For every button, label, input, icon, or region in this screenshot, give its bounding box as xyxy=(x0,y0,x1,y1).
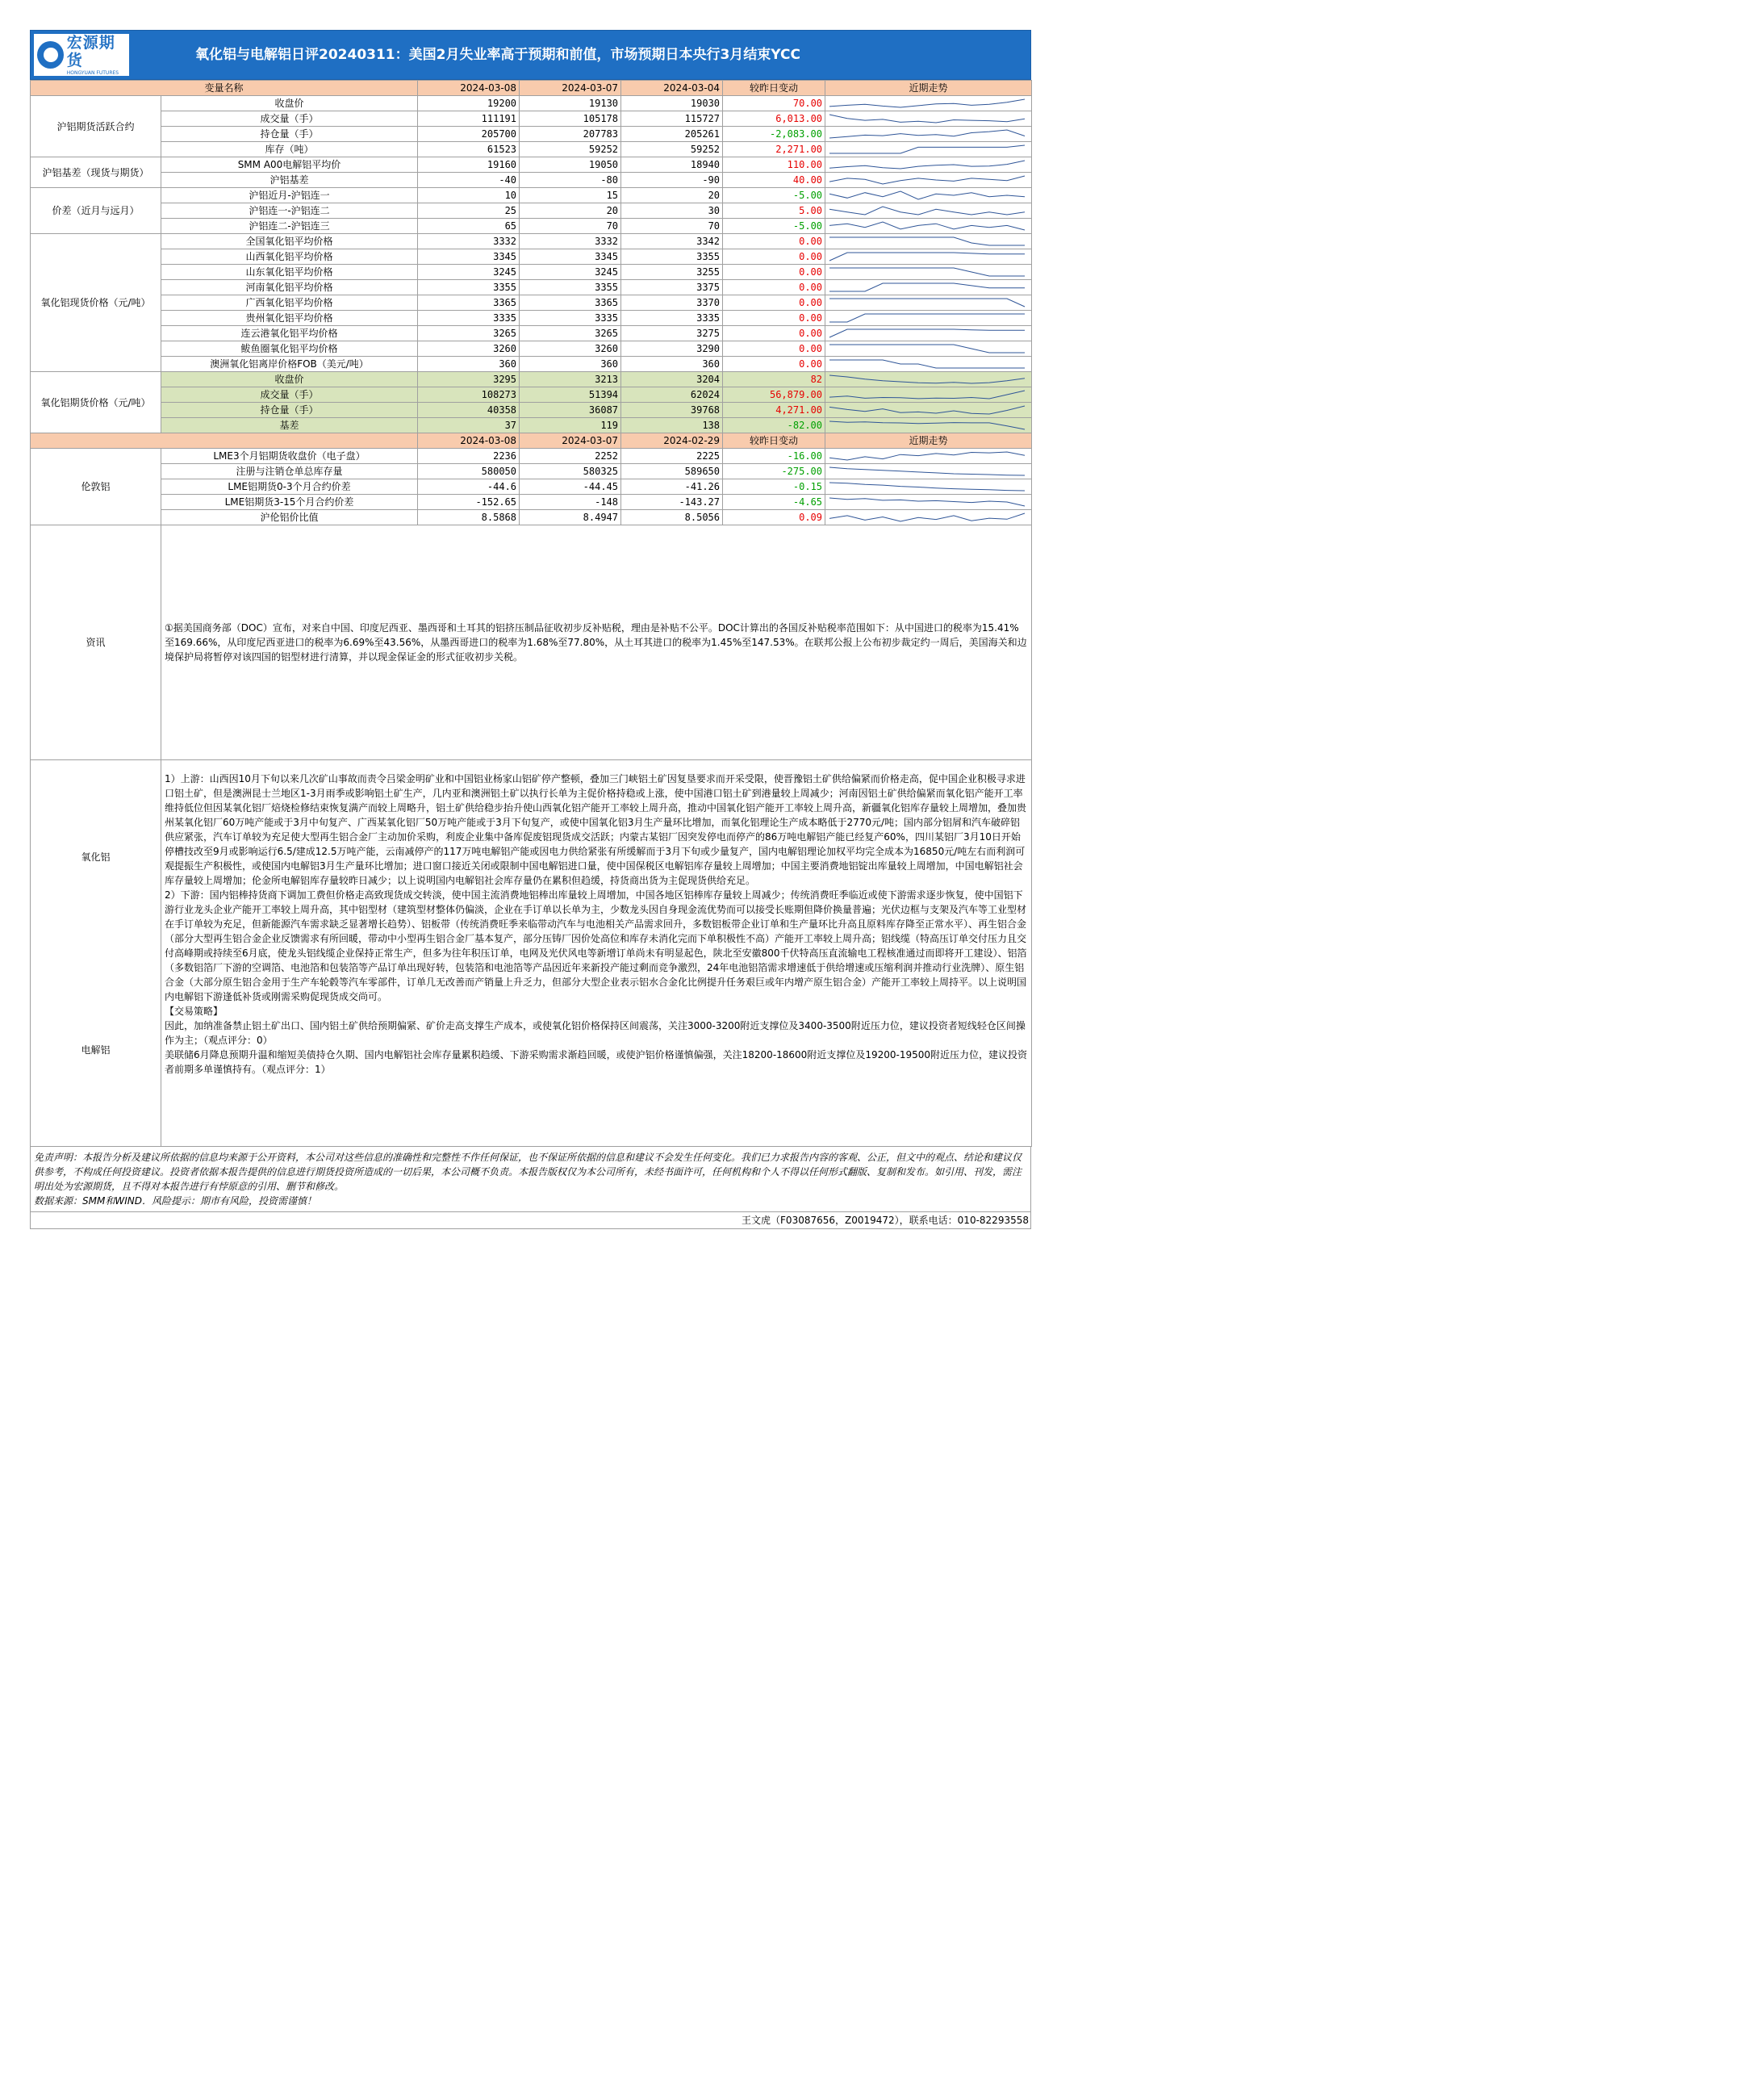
table-row xyxy=(31,96,1032,111)
report-container xyxy=(30,30,1031,1229)
value-date-3: 19030 xyxy=(621,96,723,111)
electrolytic-label: 电解铝 xyxy=(81,1044,111,1056)
sparkline-line xyxy=(827,419,1027,432)
value-date-2: 3365 xyxy=(520,295,621,311)
news-label: 资讯 xyxy=(31,525,161,760)
table-row xyxy=(31,127,1032,142)
sparkline-line xyxy=(827,480,1027,493)
table-row xyxy=(31,188,1032,203)
value-date-1: 3295 xyxy=(418,372,520,387)
value-date-1: 25 xyxy=(418,203,520,219)
strategy-aluminum: 美联储6月降息预期升温和缩短美债持仓久期、国内电解铝社会库存量累积趋缓、下游采购需求渐趋回暖，或使沪铝价格谨慎偏强，关注18200-18600附近支撑位及19200-19500附近压力位，建议投资者前期多单谨慎持有。（观点评分：1） xyxy=(165,1049,1027,1075)
value-date-1: 19160 xyxy=(418,157,520,173)
value-date-3: 205261 xyxy=(621,127,723,142)
value-date-3: 62024 xyxy=(621,387,723,403)
analysis-row xyxy=(31,760,1032,1147)
sparkline-line xyxy=(827,342,1027,355)
trend-sparkline xyxy=(825,372,1032,387)
value-date-1: 8.5868 xyxy=(418,510,520,525)
value-date-2: 19130 xyxy=(520,96,621,111)
header-date-1: 2024-03-08 xyxy=(418,81,520,96)
value-date-3: 70 xyxy=(621,219,723,234)
variable-name: 全国氧化铝平均价格 xyxy=(161,234,418,249)
table-row xyxy=(31,510,1032,525)
variable-name: 山西氧化铝平均价格 xyxy=(161,249,418,265)
sparkline-line xyxy=(827,266,1027,278)
variable-name: 沪铝基差 xyxy=(161,173,418,188)
trend-sparkline xyxy=(825,203,1032,219)
variable-name: 成交量（手） xyxy=(161,111,418,127)
value-date-1: -44.6 xyxy=(418,479,520,495)
variable-name: 澳洲氧化铝离岸价格FOB（美元/吨） xyxy=(161,357,418,372)
sparkline-line xyxy=(827,404,1027,416)
header-date-2: 2024-03-07 xyxy=(520,81,621,96)
strategy-title: 【交易策略】 xyxy=(165,1006,224,1017)
trend-sparkline xyxy=(825,142,1032,157)
value-date-3: -143.27 xyxy=(621,495,723,510)
table-header xyxy=(31,81,1032,96)
header-variable-name: 变量名称 xyxy=(31,81,418,96)
upstream-paragraph: 1）上游：山西因10月下旬以来几次矿山事故而责令吕梁金明矿业和中国铝业杨家山铝矿停产整顿，叠加三门峡铝土矿因复垦要求而开采受限，使晋豫铝土矿供给偏紧而价格走高，促中国企业积极寻求进口铝土矿，但是澳洲昆士兰地区1-3月雨季或影响铝土矿生产，几内亚和澳洲铝土矿以执行长单为主促价格持稳或上涨，使中国港口铝土矿到港量较上周减少；河南因铝土矿供给偏紧而氧化铝产能开工率维持低位但因某氧化铝厂焙烧检修结束恢复满产而较上周略升，铝土矿供给稳步抬升使山西氧化铝产能开工率较上周升高，推动中国氧化铝产能开工率较上周升高，新疆氧化铝库存量较上周增加，叠加贵州某氧化铝厂60万吨产能或于3月中旬复产、广西某氧化铝厂50万吨产能或于3月下旬复产，或使中国氧化铝3月生产量环比增加，而氧化铝理论生产成本略低于2770元/吨；国内部分铝屑和汽车破碎铝供应紧张，汽车订单较为充足使大型再生铝合金厂主动加价采购，利废企业集中备库促废铝现货成交活跃；内蒙古某铝厂因突发停电而停产的86万吨电解铝产能已经复产60%，四川某铝厂3月10日开始停槽技改至9月或影响运行6.5/建成12.5万吨产能，云南减停产的117万吨电解铝产能或因电力供给紧张有所缓解而于3月下旬或少量复产，国内电解铝理论加权平均完全成本为16850元/吨左右而利润可观提振生产积极性，或使国内电解铝3月生产量环比增加；进口窗口接近关闭或限制中国电解铝进口量，使中国保税区电解铝库存量较上周增加；中国主要消费地铝锭出库量较上周增加，中国电解铝社会库存量较上周增加；伦金所电解铝库存量较昨日减少；以上说明国内电解铝社会库存量仍在累积但趋缓，持货商出货为主促现货供给充足。 xyxy=(165,773,1027,886)
value-date-2: -80 xyxy=(520,173,621,188)
sparkline-line xyxy=(827,312,1027,324)
value-date-3: -90 xyxy=(621,173,723,188)
trend-sparkline xyxy=(825,265,1032,280)
value-date-1: 65 xyxy=(418,219,520,234)
value-date-1: 3365 xyxy=(418,295,520,311)
value-date-3: 39768 xyxy=(621,403,723,418)
table-row xyxy=(31,111,1032,127)
report-title: 氧化铝与电解铝日评20240311：美国2月失业率高于预期和前值，市场预期日本央行3月结束YCC xyxy=(195,47,800,63)
value-date-1: 3355 xyxy=(418,280,520,295)
sparkline-line xyxy=(827,97,1027,110)
value-date-2: 3345 xyxy=(520,249,621,265)
value-date-1: 205700 xyxy=(418,127,520,142)
value-date-1: 3260 xyxy=(418,341,520,357)
trend-sparkline xyxy=(825,357,1032,372)
value-date-1: 19200 xyxy=(418,96,520,111)
value-date-2: 51394 xyxy=(520,387,621,403)
value-date-2: -148 xyxy=(520,495,621,510)
value-date-2: 3260 xyxy=(520,341,621,357)
daily-change: 0.00 xyxy=(723,311,825,326)
value-date-1: 3332 xyxy=(418,234,520,249)
daily-change: -82.00 xyxy=(723,418,825,433)
value-date-3: 2225 xyxy=(621,449,723,464)
variable-name: 注册与注销仓单总库存量 xyxy=(161,464,418,479)
report-header xyxy=(30,30,1031,80)
sparkline-line xyxy=(827,143,1027,156)
value-date-2: 19050 xyxy=(520,157,621,173)
variable-name: 收盘价 xyxy=(161,372,418,387)
table-row xyxy=(31,311,1032,326)
sparkline-line xyxy=(827,296,1027,309)
variable-name: LME铝期货3-15个月合约价差 xyxy=(161,495,418,510)
value-date-2: 207783 xyxy=(520,127,621,142)
value-date-1: 37 xyxy=(418,418,520,433)
value-date-2: 70 xyxy=(520,219,621,234)
trend-sparkline xyxy=(825,295,1032,311)
sparkline-line xyxy=(827,373,1027,386)
value-date-1: 111191 xyxy=(418,111,520,127)
value-date-2: 360 xyxy=(520,357,621,372)
sparkline-line xyxy=(827,158,1027,171)
value-date-3: 3255 xyxy=(621,265,723,280)
value-date-2: -44.45 xyxy=(520,479,621,495)
value-date-3: 360 xyxy=(621,357,723,372)
variable-name: SMM A00电解铝平均价 xyxy=(161,157,418,173)
trend-sparkline xyxy=(825,157,1032,173)
news-text: ①据美国商务部（DOC）宣布，对来自中国、印度尼西亚、墨西哥和土耳其的铝挤压制品征收初步反补贴税，理由是补贴不公平。DOC计算出的各国反补贴税率范围如下：从中国进口的税率为15.41%至169.66%，从印度尼西亚进口的税率为6.69%至43.56%，从墨西哥进口的税率为1.68%至77.80%，从土耳其进口的税率为1.45%至147.53%。在联邦公报上公布初步裁定约一周后，美国海关和边境保护局将暂停对该四国的铝型材进行清算，并以现金保证金的形式征收初步关税。 xyxy=(161,525,1032,760)
table-row xyxy=(31,418,1032,433)
value-date-3: 3275 xyxy=(621,326,723,341)
value-date-1: -40 xyxy=(418,173,520,188)
value-date-1: 2236 xyxy=(418,449,520,464)
value-date-2: 15 xyxy=(520,188,621,203)
daily-change: -16.00 xyxy=(723,449,825,464)
sparkline-line xyxy=(827,465,1027,478)
sparkline-line xyxy=(827,450,1027,462)
disclaimer-text: 免责声明：本报告分析及建议所依据的信息均来源于公开资料，本公司对这些信息的准确性和完整性不作任何保证，也不保证所依据的信息和建议不会发生任何变化。我们已力求报告内容的客观、公正，但文中的观点、结论和建议仅供参考，不构成任何投资建议。投资者依据本报告提供的信息进行期货投资所造成的一切后果，本公司概不负责。本报告版权仅为本公司所有，未经书面许可，任何机构和个人不得以任何形式翻版、复制和发布。如引用、刊发，需注明出处为宏源期货，且不得对本报告进行有悖原意的引用、删节和修改。 xyxy=(34,1152,1022,1192)
header-date-1-lme: 2024-03-08 xyxy=(418,433,520,449)
daily-change: 0.00 xyxy=(723,357,825,372)
daily-change: 0.00 xyxy=(723,280,825,295)
table-row xyxy=(31,280,1032,295)
variable-name: 连云港氧化铝平均价格 xyxy=(161,326,418,341)
variable-name: LME3个月铝期货收盘价（电子盘） xyxy=(161,449,418,464)
header-date-2-lme: 2024-03-07 xyxy=(520,433,621,449)
variable-name: 沪铝近月-沪铝连一 xyxy=(161,188,418,203)
variable-name: 山东氧化铝平均价格 xyxy=(161,265,418,280)
trend-sparkline xyxy=(825,173,1032,188)
value-date-2: 59252 xyxy=(520,142,621,157)
table-row xyxy=(31,295,1032,311)
value-date-3: 3375 xyxy=(621,280,723,295)
analysis-text xyxy=(161,760,1032,1147)
value-date-1: 61523 xyxy=(418,142,520,157)
value-date-2: 3213 xyxy=(520,372,621,387)
table-row xyxy=(31,341,1032,357)
header-variable-name-lme xyxy=(31,433,418,449)
value-date-1: 360 xyxy=(418,357,520,372)
value-date-2: 105178 xyxy=(520,111,621,127)
trend-sparkline xyxy=(825,495,1032,510)
trend-sparkline xyxy=(825,464,1032,479)
value-date-3: -41.26 xyxy=(621,479,723,495)
daily-change: 0.00 xyxy=(723,326,825,341)
trend-sparkline xyxy=(825,280,1032,295)
sparkline-line xyxy=(827,220,1027,232)
logo-english: HONGYUAN FUTURES xyxy=(66,69,119,76)
category-label: 氧化铝期货价格（元/吨） xyxy=(31,372,161,433)
value-date-3: 20 xyxy=(621,188,723,203)
value-date-3: 3370 xyxy=(621,295,723,311)
daily-change: 2,271.00 xyxy=(723,142,825,157)
variable-name: 持仓量（手） xyxy=(161,127,418,142)
variable-name: 基差 xyxy=(161,418,418,433)
daily-change: 82 xyxy=(723,372,825,387)
value-date-2: 3335 xyxy=(520,311,621,326)
category-label: 氧化铝现货价格（元/吨） xyxy=(31,234,161,372)
daily-change: 70.00 xyxy=(723,96,825,111)
trend-sparkline xyxy=(825,418,1032,433)
value-date-3: 3204 xyxy=(621,372,723,387)
variable-name: 持仓量（手） xyxy=(161,403,418,418)
table-row xyxy=(31,157,1032,173)
value-date-1: 108273 xyxy=(418,387,520,403)
daily-change: -0.15 xyxy=(723,479,825,495)
header-date-3: 2024-03-04 xyxy=(621,81,723,96)
value-date-3: 3290 xyxy=(621,341,723,357)
variable-name: 成交量（手） xyxy=(161,387,418,403)
value-date-2: 2252 xyxy=(520,449,621,464)
trend-sparkline xyxy=(825,449,1032,464)
daily-change: 5.00 xyxy=(723,203,825,219)
table-row xyxy=(31,357,1032,372)
strategy-alumina: 因此，加纳准备禁止铝土矿出口、国内铝土矿供给预期偏紧、矿价走高支撑生产成本，或使氧化铝价格保持区间震荡，关注3000-3200附近支撑位及3400-3500附近压力位，建议投资者短线轻仓区间操作为主；（观点评分：0） xyxy=(165,1020,1026,1046)
value-date-1: 40358 xyxy=(418,403,520,418)
value-date-2: 3265 xyxy=(520,326,621,341)
value-date-3: 3342 xyxy=(621,234,723,249)
value-date-3: 3335 xyxy=(621,311,723,326)
daily-change: -5.00 xyxy=(723,188,825,203)
daily-change: 110.00 xyxy=(723,157,825,173)
variable-name: 贵州氧化铝平均价格 xyxy=(161,311,418,326)
daily-change: 0.00 xyxy=(723,341,825,357)
sparkline-line xyxy=(827,189,1027,202)
sparkline-line xyxy=(827,235,1027,248)
sparkline-line xyxy=(827,250,1027,263)
value-date-2: 580325 xyxy=(520,464,621,479)
author-contact: 王文虎（F03087656，Z0019472），联系电话：010-82293558 xyxy=(30,1211,1031,1229)
value-date-3: 30 xyxy=(621,203,723,219)
value-date-2: 3355 xyxy=(520,280,621,295)
value-date-3: 18940 xyxy=(621,157,723,173)
table-row xyxy=(31,387,1032,403)
category-label: 沪铝期货活跃合约 xyxy=(31,96,161,157)
table-row xyxy=(31,403,1032,418)
category-label: 沪铝基差（现货与期货） xyxy=(31,157,161,188)
value-date-2: 36087 xyxy=(520,403,621,418)
daily-change: -2,083.00 xyxy=(723,127,825,142)
value-date-1: 580050 xyxy=(418,464,520,479)
daily-change: -5.00 xyxy=(723,219,825,234)
sparkline-line xyxy=(827,496,1027,508)
variable-name: 沪铝连一-沪铝连二 xyxy=(161,203,418,219)
table-row xyxy=(31,249,1032,265)
trend-sparkline xyxy=(825,96,1032,111)
value-date-1: -152.65 xyxy=(418,495,520,510)
data-table xyxy=(30,80,1032,1147)
header-trend-lme: 近期走势 xyxy=(825,433,1032,449)
trend-sparkline xyxy=(825,234,1032,249)
logo-name: 宏源期货 xyxy=(66,33,115,69)
daily-change: 0.00 xyxy=(723,265,825,280)
value-date-1: 3335 xyxy=(418,311,520,326)
trend-sparkline xyxy=(825,111,1032,127)
data-source: 数据来源：SMM和WIND．风险提示：期市有风险，投资需谨慎！ xyxy=(34,1195,316,1207)
sparkline-line xyxy=(827,388,1027,401)
value-date-3: 59252 xyxy=(621,142,723,157)
value-date-2: 3245 xyxy=(520,265,621,280)
table-row xyxy=(31,234,1032,249)
value-date-1: 3245 xyxy=(418,265,520,280)
daily-change: 56,879.00 xyxy=(723,387,825,403)
variable-name: 收盘价 xyxy=(161,96,418,111)
table-row xyxy=(31,464,1032,479)
sparkline-line xyxy=(827,511,1027,524)
value-date-1: 3265 xyxy=(418,326,520,341)
alumina-label: 氧化铝 xyxy=(81,851,111,863)
variable-name: 河南氧化铝平均价格 xyxy=(161,280,418,295)
trend-sparkline xyxy=(825,127,1032,142)
value-date-2: 3332 xyxy=(520,234,621,249)
value-date-3: 115727 xyxy=(621,111,723,127)
trend-sparkline xyxy=(825,311,1032,326)
trend-sparkline xyxy=(825,326,1032,341)
news-row xyxy=(31,525,1032,760)
variable-name: 沪铝连二-沪铝连三 xyxy=(161,219,418,234)
trend-sparkline xyxy=(825,403,1032,418)
sparkline-line xyxy=(827,358,1027,370)
header-date-3-lme: 2024-02-29 xyxy=(621,433,723,449)
value-date-2: 20 xyxy=(520,203,621,219)
category-label: 价差（近月与远月） xyxy=(31,188,161,234)
trend-sparkline xyxy=(825,249,1032,265)
value-date-3: 589650 xyxy=(621,464,723,479)
variable-name: 鲅鱼圈氧化铝平均价格 xyxy=(161,341,418,357)
value-date-3: 3355 xyxy=(621,249,723,265)
daily-change: 4,271.00 xyxy=(723,403,825,418)
table-row xyxy=(31,495,1032,510)
table-row xyxy=(31,219,1032,234)
value-date-1: 3345 xyxy=(418,249,520,265)
variable-name: 库存（吨） xyxy=(161,142,418,157)
daily-change: 0.09 xyxy=(723,510,825,525)
logo-icon xyxy=(37,41,64,69)
value-date-2: 8.4947 xyxy=(520,510,621,525)
value-date-2: 119 xyxy=(520,418,621,433)
value-date-3: 8.5056 xyxy=(621,510,723,525)
header-change-lme: 较昨日变动 xyxy=(723,433,825,449)
company-logo xyxy=(34,34,129,76)
table-row xyxy=(31,326,1032,341)
value-date-1: 10 xyxy=(418,188,520,203)
table-row xyxy=(31,479,1032,495)
table-row xyxy=(31,142,1032,157)
sparkline-line xyxy=(827,204,1027,217)
table-row xyxy=(31,173,1032,188)
table-row xyxy=(31,449,1032,464)
value-date-3: 138 xyxy=(621,418,723,433)
category-label: 伦敦铝 xyxy=(31,449,161,525)
table-row xyxy=(31,203,1032,219)
header-change: 较昨日变动 xyxy=(723,81,825,96)
daily-change: 6,013.00 xyxy=(723,111,825,127)
variable-name: 广西氧化铝平均价格 xyxy=(161,295,418,311)
variable-name: LME铝期货0-3个月合约价差 xyxy=(161,479,418,495)
table-header-lme xyxy=(31,433,1032,449)
sparkline-line xyxy=(827,112,1027,125)
sparkline-line xyxy=(827,327,1027,340)
trend-sparkline xyxy=(825,479,1032,495)
sparkline-line xyxy=(827,281,1027,294)
trend-sparkline xyxy=(825,510,1032,525)
daily-change: -4.65 xyxy=(723,495,825,510)
downstream-paragraph: 2）下游：国内铝棒持货商下调加工费但价格走高致现货成交转淡，使中国主流消费地铝棒出库量较上周增加，中国各地区铝棒库存量较上周减少；传统消费旺季临近或使下游需求逐步恢复，使中国铝下游行业龙头企业产能开工率较上周升高，其中铝型材（建筑型材整体仍偏淡，企业在手订单以长单为主，少数龙头因自身现金流优势而可以接受长账期但降价换量普遍；光伏边框与支架及汽车等工业型材在手订单较为充足，但新能源汽车需求缺乏显著增长趋势）、铝板带（传统消费旺季来临带动汽车与电池相关产品需求回升，多数铝板带企业订单和生产量环比升高且原料库存降至正常水平）、再生铝合金（部分大型再生铝合金企业反馈需求有所回暖，带动中小型再生铝合金厂基本复产，部分压铸厂因价处高位和库存未消化完而下单积极性不高）产能开工率较上周升高；铝线缆（特高压订单交付压力且交付高峰期或持续至6月底，使龙头铝线缆企业保持正常生产，但多为往年积压订单，电网及光伏风电等新增订单尚未有明显起色，陕北至安徽800千伏特高压直流输电工程核准通过而即将开工建设）、铝箔（多数铝箔厂下游的空调箔、电池箔和包装箔等产品订单出现好转，包装箔和电池箔等产品因近年来新投产能过剩而竞争激烈，24年电池铝箔需求增速低于供给增速或压缩利润并推动行业洗牌）、原生铝合金（大部分原生铝合金用于生产车轮毂等汽车零部件，订单几无改善而产销量上升乏力，但部分大型企业表示铝水合金化比例提升任务艰巨或年内增产原生铝合金）产能开工率较上周持平。以上说明国内电解铝下游逢低补货或刚需采购促现货成交尚可。 xyxy=(165,889,1027,1002)
daily-change: 0.00 xyxy=(723,234,825,249)
daily-change: 40.00 xyxy=(723,173,825,188)
sparkline-line xyxy=(827,128,1027,140)
daily-change: -275.00 xyxy=(723,464,825,479)
daily-change: 0.00 xyxy=(723,295,825,311)
header-trend: 近期走势 xyxy=(825,81,1032,96)
trend-sparkline xyxy=(825,387,1032,403)
trend-sparkline xyxy=(825,188,1032,203)
trend-sparkline xyxy=(825,219,1032,234)
table-row xyxy=(31,372,1032,387)
trend-sparkline xyxy=(825,341,1032,357)
sparkline-line xyxy=(827,174,1027,186)
daily-change: 0.00 xyxy=(723,249,825,265)
disclaimer xyxy=(30,1147,1031,1211)
variable-name: 沪伦铝价比值 xyxy=(161,510,418,525)
table-row xyxy=(31,265,1032,280)
